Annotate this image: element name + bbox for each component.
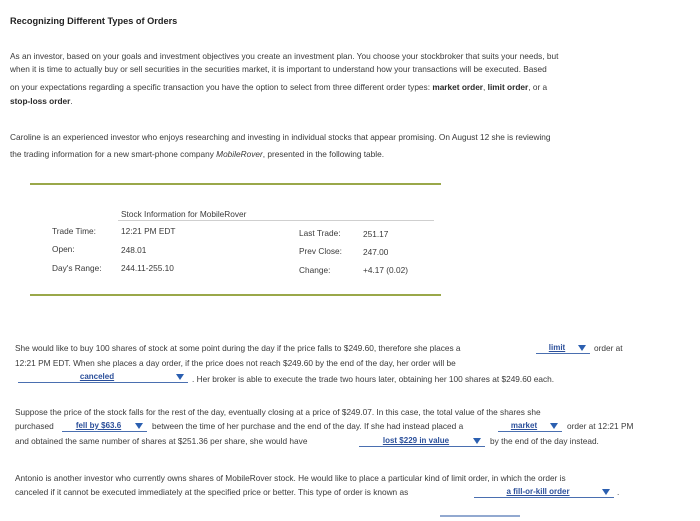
company-name: MobileRover	[216, 149, 263, 159]
last-trade-label: Last Trade:	[299, 228, 341, 238]
table-top-rule	[30, 183, 441, 185]
days-range-label: Day's Range:	[52, 263, 102, 273]
q2-line-2-mid: between the time of her purchase and the end of the day. If she had instead placed a	[152, 421, 464, 431]
alternate-outcome-dropdown-value: lost $229 in value	[382, 436, 450, 445]
q3-line-2-pre: canceled if it cannot be executed immediately at the specified price or better. This type of order is known as	[15, 487, 409, 497]
intro-sep-2: , or a	[528, 82, 548, 92]
term-market-order: market order	[432, 82, 484, 92]
intro-sep-1: ,	[483, 82, 488, 92]
page-title: Recognizing Different Types of Orders	[10, 16, 178, 26]
caroline-line-1: Caroline is an experienced investor who enjoys researching and investing in individual stocks that appear promising. On August 12 she is reviewing	[10, 132, 551, 142]
bottom-partial-rule	[440, 515, 520, 517]
open-value: 248.01	[121, 245, 147, 255]
q1-line-2: 12:21 PM EDT. When she places a day order, if the price does not reach $249.60 by the end of the day, her order will be	[15, 358, 456, 368]
order-type-known-as-dropdown-value: a fill-or-kill order	[506, 487, 570, 496]
alternate-outcome-dropdown[interactable]	[359, 435, 485, 447]
change-value: +4.17 (0.02)	[363, 265, 408, 275]
prev-close-label: Prev Close:	[299, 246, 342, 256]
caroline-line-2	[10, 147, 384, 162]
prev-close-value: 247.00	[363, 247, 389, 257]
trade-time-value: 12:21 PM EDT	[121, 226, 176, 236]
q3-end: .	[617, 487, 620, 497]
alternate-order-type-dropdown[interactable]	[498, 420, 562, 432]
caroline-line-2-post: , presented in the following table.	[262, 149, 385, 159]
q2-line-3-post: by the end of the day instead.	[490, 436, 599, 446]
term-stop-loss-order: stop-loss order	[10, 96, 71, 106]
chevron-down-icon	[602, 489, 610, 495]
intro-line-4	[10, 94, 73, 109]
limit-order-dropdown-value: limit	[548, 343, 566, 352]
q1-line-1: She would like to buy 100 shares of stock at some point during the day if the price falls to $249.60, therefore she places a	[15, 343, 461, 353]
order-type-known-as-dropdown[interactable]	[474, 486, 614, 498]
intro-line-3-text: on your expectations regarding a specific transaction you have the option to select from three different order types:	[10, 82, 433, 92]
change-label: Change:	[299, 265, 331, 275]
value-change-dropdown[interactable]	[62, 420, 147, 432]
chevron-down-icon	[550, 423, 558, 429]
term-limit-order: limit order	[487, 82, 529, 92]
trade-time-label: Trade Time:	[52, 226, 96, 236]
intro-line-2: when it is time to actually buy or sell securities in the securities market, it is important to understand how your transactions will be executed. Based	[10, 64, 547, 74]
stock-table-title: Stock Information for MobileRover	[121, 209, 247, 219]
q2-line-2-pre: purchased	[15, 421, 54, 431]
q2-line-3-pre: and obtained the same number of shares at $251.36 per share, she would have	[15, 436, 308, 446]
chevron-down-icon	[473, 438, 481, 444]
stock-table-divider	[118, 220, 434, 221]
day-order-outcome-dropdown[interactable]	[18, 371, 188, 383]
last-trade-value: 251.17	[363, 229, 389, 239]
table-bottom-rule	[30, 294, 441, 296]
day-order-outcome-dropdown-value: canceled	[79, 372, 115, 381]
q1-line-1-post: order at	[594, 343, 623, 353]
chevron-down-icon	[135, 423, 143, 429]
value-change-dropdown-value: fell by $63.6	[75, 421, 122, 430]
limit-order-dropdown[interactable]	[536, 342, 590, 354]
open-label: Open:	[52, 244, 75, 254]
q1-line-3: . Her broker is able to execute the trade two hours later, obtaining her 100 shares at $249.60 each.	[192, 374, 555, 384]
caroline-line-2-text: the trading information for a new smart-phone company	[10, 149, 217, 159]
intro-line-3	[10, 80, 547, 95]
intro-line-1: As an investor, based on your goals and investment objectives you create an investment plan. You choose your stockbroker that suits your needs, but	[10, 51, 559, 61]
alternate-order-type-dropdown-value: market	[510, 421, 538, 430]
days-range-value: 244.11-255.10	[121, 263, 174, 273]
q3-line-1: Antonio is another investor who currently owns shares of MobileRover stock. He would like to place a particular kind of limit order, in which the order is	[15, 473, 566, 483]
q2-line-1: Suppose the price of the stock falls for the rest of the day, eventually closing at a price of $249.07. In this case, the total value of the shares she	[15, 407, 541, 417]
intro-end: .	[70, 96, 73, 106]
q2-line-2-post: order at 12:21 PM	[567, 421, 634, 431]
chevron-down-icon	[176, 374, 184, 380]
chevron-down-icon	[578, 345, 586, 351]
